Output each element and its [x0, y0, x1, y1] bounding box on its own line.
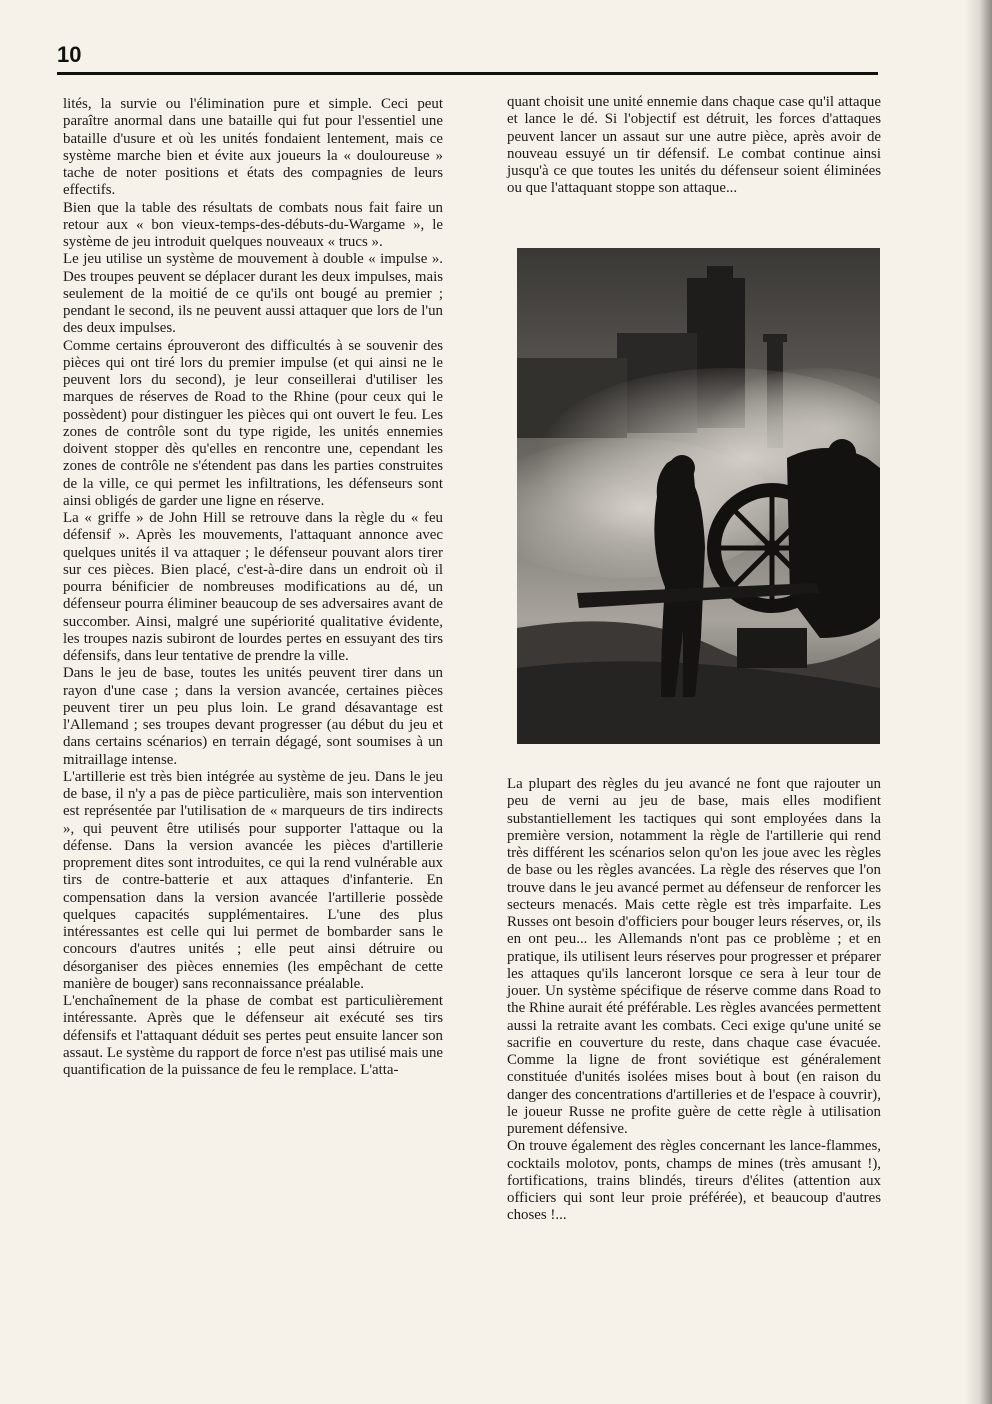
paragraph: La « griffe » de John Hill se retrouve dans la règle du « feu défensif ». Après les mouvements, l'attaquant annonce avec quelques unités il va attaquer ; le défenseur pouvant alors tirer sur ces pièces. Bien placé, c'est-à-dire dans un endroit où il pourra bénificier de nombreuses modifications au dé, un défenseur pourra éliminer beaucoup de ses adversaires avant de succomber. Ainsi, malgré une supériorité qualitative évidente, les troupes nazis subiront de lourdes pertes en essuyant des tirs défensifs, dans leur tentative de prendre la ville. — [63, 510, 443, 664]
paragraph: On trouve également des règles concernant les lance-flammes, cocktails molotov, ponts, champs de mines (très amusant !), fortifications, trains blindés, tireurs d'élites (attention aux officiers qui sont leur proie préférée), et beaucoup d'autres choses !... — [507, 1138, 881, 1224]
paragraph: Le jeu utilise un système de mouvement à double « impulse ». Des troupes peuvent se déplacer durant les deux impulses, mais seulement de la moitié de ce qu'ils ont bougé au premier ; pendant le second, ils ne peuvent aussi attaquer que lors de l'un des deux impulses. — [63, 251, 443, 337]
paragraph: La plupart des règles du jeu avancé ne font que rajouter un peu de verni au jeu de base, mais elles modifient substantiellement les tactiques qui sont employées dans la première version, notamment la règle de l'artillerie qui rend très différent les scénarios selon qu'on les joue avec les règles de base ou les règles avancées. La règle des réserves que l'on trouve dans le jeu avancé permet au défenseur de renforcer les secteurs menacés. Mais cette règle est très imparfaite. Les Russes ont besoin d'officiers pour bouger leurs réserves, or, ils en ont peu... les Allemands n'ont pas ce problème ; et en pratique, ils utilisent leurs réserves pour progresser et préparer les attaques qu'ils lanceront lorsque ce sera à leur tour de jouer. Un système spécifique de réserve comme dans Road to the Rhine aurait été préférable. Les règles avancées permettent aussi la retraite avant les combats. Ceci exige qu'une unité se sacrifie en couverture du reste, dans chaque case évacuée. Comme la ligne de front soviétique est généralement constituée d'unités isolées mises bout à bout (en raison du danger des concentrations d'artilleries et de l'espace à couvrir), le joueur Russe ne profite guère de cette règle à utilisation purement défensive. — [507, 776, 881, 1137]
paragraph: L'artillerie est très bien intégrée au système de jeu. Dans le jeu de base, il n'y a pas de pièce particulière, mais son intervention est représentée par l'utilisation de « marqueurs de tirs indirects », qui peuvent être utilisés pour supporter l'attaque ou la défense. Dans la version avancée les pièces d'artillerie proprement dites sont introduites, ce qui la rend vulnérable aux tirs de contre-batterie et aux attaques d'infanterie. En compensation dans la version avancée l'artillerie possède quelques capacités supplémentaires. L'une des plus intéressantes est celle qui lui permet de bombarder sans le concours d'autres unités ; elle peut ainsi détruire ou désorganiser des pièces ennemies (les empêchant de cette manière de bouger) sans reconnaissance préalable. — [63, 768, 443, 992]
right-column-bottom — [507, 776, 881, 1225]
paragraph: Comme certains éprouveront des difficultés à se souvenir des pièces qui ont tiré lors du premier impulse (et qui ainsi ne le peuvent lors du second), je leur conseillerai d'utiliser les marques de réserves de Road to the Rhine (pour ceux qui le possèdent) pour distinguer les pièces qui ont ouvert le feu. Les zones de contrôle sont du type rigide, les unités ennemies doivent stopper dès qu'elles en rencontre une, cependant les zones de contrôle ne s'étendent pas dans les parties construites de la ville, ce qui permet les infiltrations, les défenseurs sont ainsi obligés de garder une ligne en réserve. — [63, 337, 443, 509]
left-column — [63, 96, 443, 1079]
right-column-top — [507, 94, 881, 198]
paragraph: L'enchaînement de la phase de combat est particulièrement intéressante. Après que le défenseur ait exécuté ses tirs défensifs et l'attaquant déduit ses pertes peut ensuite lancer son assaut. Le système du rapport de force n'est pas utilisé mais une quantification de la puissance de feu le remplace. L'atta- — [63, 993, 443, 1078]
paragraph: quant choisit une unité ennemie dans chaque case qu'il attaque et lance le dé. Si l'objectif est détruit, les forces d'attaques peuvent lancer un assaut sur une autre pièce, après avoir de nouveau essuyé un tir défensif. Le combat continue ainsi jusqu'à ce que toutes les unités du défenseur soient éliminées ou que l'attaquant stoppe son attaque... — [507, 94, 881, 197]
war-photograph — [517, 248, 880, 744]
paragraph: lités, la survie ou l'élimination pure et simple. Ceci peut paraître anormal dans une bataille qui fut pour l'essentiel une bataille d'usure et où les unités fondaient lentement, mais ce système marche bien et évite aux joueurs la « douloureuse » tache de noter positions et états des compagnies de leurs effectifs. — [63, 96, 443, 199]
page-edge-shadow — [964, 0, 992, 1404]
page-number: 10 — [57, 42, 82, 67]
paragraph: Bien que la table des résultats de combats nous fait faire un retour aux « bon vieux-temps-des-débuts-du-Wargame », le système de jeu introduit quelques nouveaux « trucs ». — [63, 199, 443, 250]
artillery-crew-photo-illustration — [517, 248, 880, 744]
paragraph: Dans le jeu de base, toutes les unités peuvent tirer dans un rayon d'une case ; dans la version avancée, certaines pièces peuvent tirer un peu plus loin. Le grand désavantage est l'Allemand ; ses troupes devant progresser (au début du jeu et dans certains scénarios) en terrain dégagé, sont soumises à un mitraillage intense. — [63, 665, 443, 768]
header-rule — [57, 72, 878, 75]
